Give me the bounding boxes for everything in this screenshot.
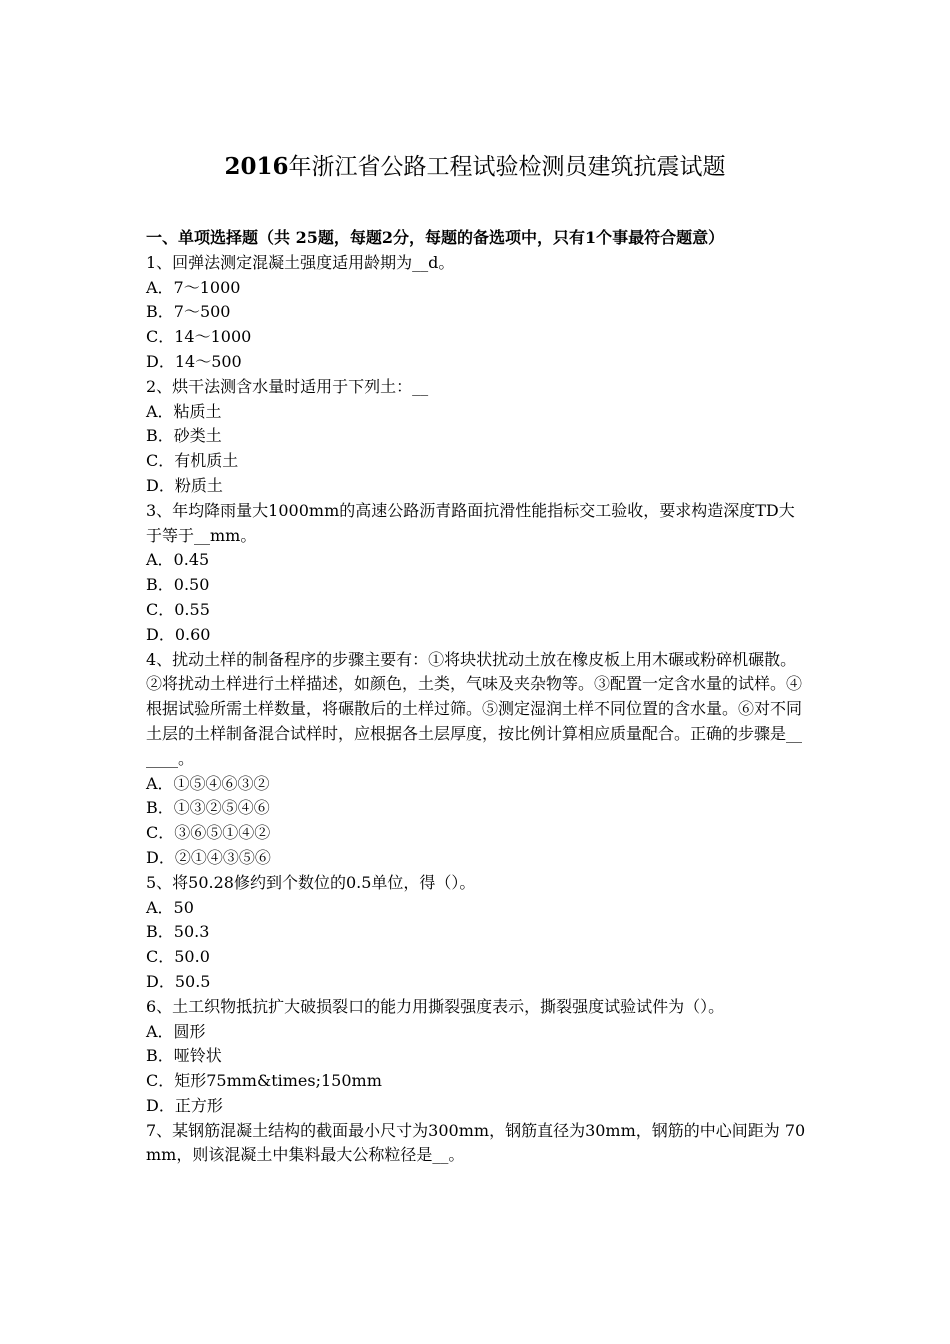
option-b: B．0.50 [146, 575, 210, 595]
page-title [0, 150, 950, 184]
question-7 [146, 1119, 808, 1169]
option-d: D．粉质土 [146, 475, 223, 495]
option-d: D．14～500 [146, 351, 242, 371]
option-b: B．砂类土 [146, 426, 222, 446]
question-stem: 6、土工织物抵抗扩大破损裂口的能力用撕裂强度表示，撕裂强度试验试件为（）。 [146, 996, 725, 1016]
option-c: C．有机质土 [146, 451, 239, 471]
question-6 [146, 995, 808, 1119]
question-3 [146, 499, 808, 648]
question-1 [146, 251, 808, 375]
question-stem: 7、某钢筋混凝土结构的截面最小尺寸为300mm，钢筋直径为30mm，钢筋的中心间距为 70mm，则该混凝土中集料最大公称粒径是__。 [146, 1120, 806, 1165]
document-body [146, 226, 808, 1168]
option-c: C．14～1000 [146, 327, 252, 347]
question-stem: 4、扰动土样的制备程序的步骤主要有：①将块状扰动土放在橡皮板上用木碾或粉碎机碾散。②将扰动土样进行土样描述，如颜色，土类，气味及夹杂物等。③配置一定含水量的试样。④根据试验所需土样数量，将碾散后的土样过筛。⑤测定湿润土样不同位置的含水量。⑥对不同土层的土样制备混合试样时，应根据各土层厚度，按比例计算相应质量配合。正确的步骤是______。 [146, 649, 803, 768]
option-d: D．②①④③⑤⑥ [146, 847, 271, 867]
option-c: C．③⑥⑤①④② [146, 823, 271, 843]
option-a: A．①⑤④⑥③② [146, 773, 270, 793]
option-b: B．哑铃状 [146, 1046, 222, 1066]
option-a: A．50 [146, 897, 194, 917]
option-b: B．50.3 [146, 922, 210, 942]
option-b: B．7～500 [146, 302, 231, 322]
option-c: C．0.55 [146, 599, 210, 619]
title-year: 2016 [224, 153, 289, 180]
option-a: A．0.45 [146, 550, 210, 570]
option-d: D．50.5 [146, 971, 211, 991]
question-2 [146, 375, 808, 499]
option-d: D．正方形 [146, 1095, 223, 1115]
option-a: A．圆形 [146, 1021, 206, 1041]
question-stem: 1、回弹法测定混凝土强度适用龄期为__d。 [146, 252, 455, 272]
option-c: C．50.0 [146, 947, 210, 967]
section-heading: 一、单项选择题（共 25题，每题2分，每题的备选项中，只有1个事最符合题意） [146, 228, 725, 247]
option-a: A．7～1000 [146, 277, 241, 297]
question-stem: 2、烘干法测含水量时适用于下列土：__ [146, 376, 429, 396]
title-text: 年浙江省公路工程试验检测员建筑抗震试题 [288, 154, 726, 180]
question-5 [146, 871, 808, 995]
question-stem: 5、将50.28修约到个数位的0.5单位，得（）。 [146, 872, 476, 892]
option-b: B．①③②⑤④⑥ [146, 798, 270, 818]
option-d: D．0.60 [146, 624, 211, 644]
option-c: C．矩形75mm&times;150mm [146, 1071, 382, 1091]
option-a: A．粘质土 [146, 401, 222, 421]
question-stem: 3、年均降雨量大1000mm的高速公路沥青路面抗滑性能指标交工验收，要求构造深度TD大于等于__mm。 [146, 500, 795, 545]
question-4 [146, 648, 808, 871]
